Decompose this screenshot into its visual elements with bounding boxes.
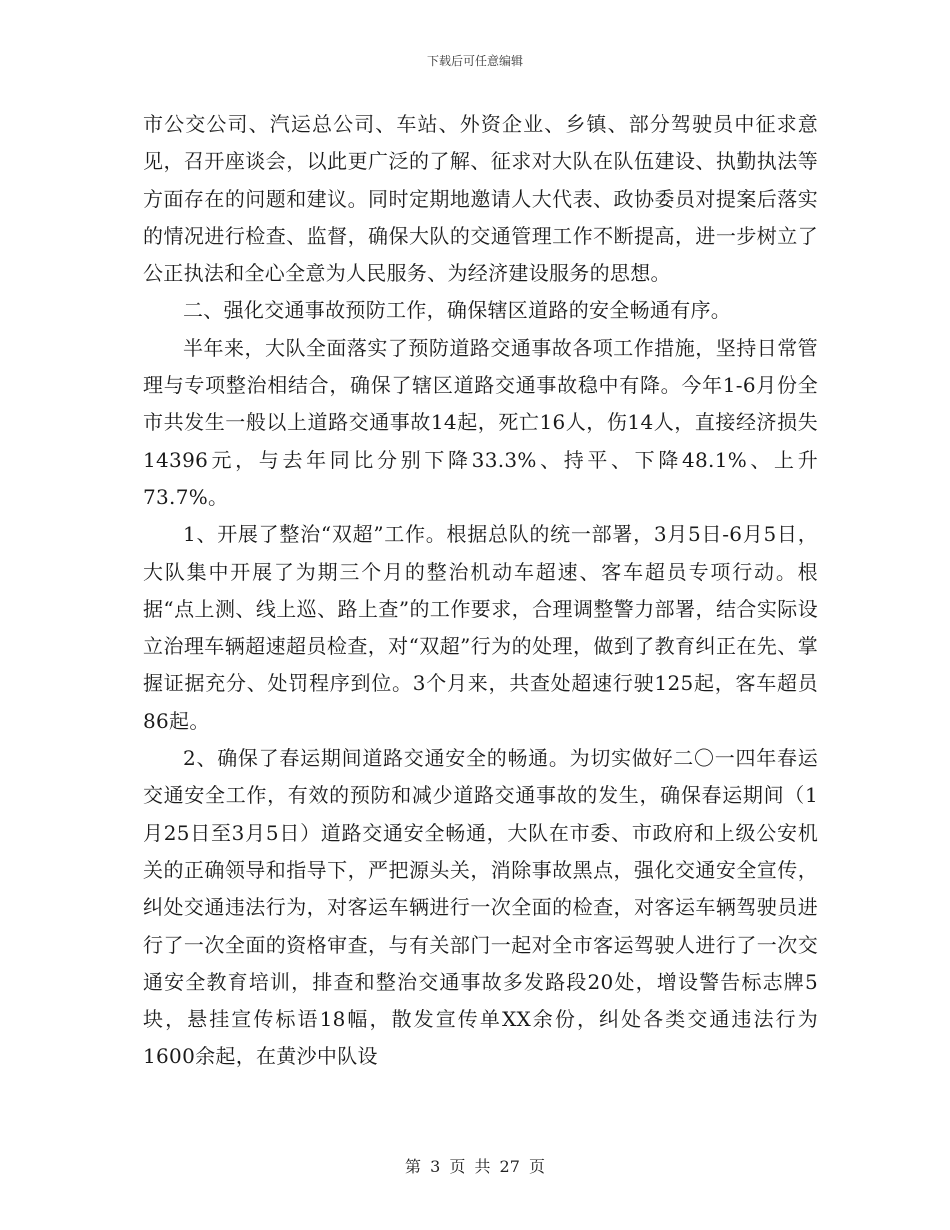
paragraph: 市公交公司、汽运总公司、车站、外资企业、乡镇、部分驾驶员中征求意见，召开座谈会，以此更广泛的了解、征求对大队在队伍建设、执勤执法等方面存在的问题和建议。同时定期地邀请人大代表、政协委员对提案后落实的情况进行检查、监督，确保大队的交通管理工作不断提高，进一步树立了公正执法和全心全意为人民服务、为经济建设服务的思想。 [143, 112, 818, 286]
page-footer: 第 3 页 共 27 页 [405, 1157, 545, 1176]
paragraph: 1、开展了整治“双超”工作。根据总队的统一部署，3月5日-6月5日，大队集中开展了为期三个月的整治机动车超速、客车超员专项行动。根据“点上测、线上巡、路上查”的工作要求，合理调整警力部署，结合实际设立治理车辆超速超员检查，对“双超”行为的处理，做到了教育纠正在先、掌握证据充分、处罚程序到位。3个月来，共查处超速行驶125起，客车超员86起。 [143, 522, 818, 733]
paragraph: 半年来，大队全面落实了预防道路交通事故各项工作措施，坚持日常管理与专项整治相结合，确保了辖区道路交通事故稳中有降。今年1-6月份全市共发生一般以上道路交通事故14起，死亡16人，伤14人，直接经济损失14396元，与去年同比分别下降33.3%、持平、下降48.1%、上升73.7%。 [143, 335, 818, 509]
paragraph: 2、确保了春运期间道路交通安全的畅通。为切实做好二〇一四年春运交通安全工作，有效的预防和减少道路交通事故的发生，确保春运期间（1月25日至3月5日）道路交通安全畅通，大队在市委、市政府和上级公安机关的正确领导和指导下，严把源头关，消除事故黑点，强化交通安全宣传，纠处交通违法行为，对客运车辆进行一次全面的检查，对客运车辆驾驶员进行了一次全面的资格审查，与有关部门一起对全市客运驾驶人进行了一次交通安全教育培训，排查和整治交通事故多发路段20处，增设警告标志牌5块，悬挂宣传标语18幅，散发宣传单XX余份，纠处各类交通违法行为1600余起，在黄沙中队设 [143, 746, 818, 1069]
section-heading: 二、强化交通事故预防工作，确保辖区道路的安全畅通有序。 [183, 298, 732, 323]
document-body [143, 106, 818, 1076]
page-header: 下载后可任意编辑 [426, 54, 523, 68]
